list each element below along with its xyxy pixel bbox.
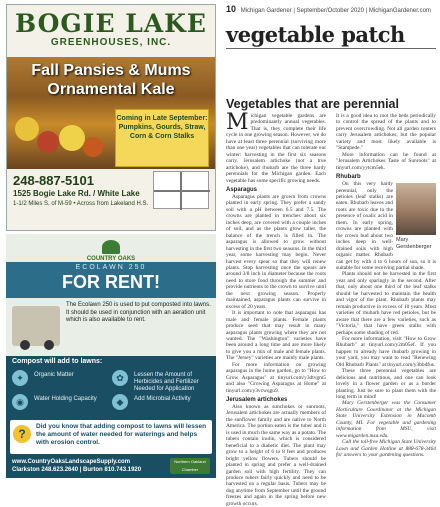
tree-icon bbox=[102, 240, 120, 254]
ad-footer bbox=[12, 458, 141, 474]
intro-paragraph: Michigan vegetable gardens are predominantly annual vegetables. That is, they complete their life cycle in one growing season. However, we do have at least three perennial (surviving more than one year) vegetables that can tolerate our winter: harvesting in the first six seasons carry. Jerusalem artichoke (not a true artichoke), and rhubarb are the three hardy perennials for the Michigan garden. Each vegetable has some specific growing needs. bbox=[226, 110, 326, 184]
paragraph: On this very hardy perennial, only the petioles (leaf stalks) are eaten. Rhubarb leaves and roots are toxic due to the presence of oxalic acid in them. In early spring, crowns are planted with the crown bud about two inches deep in well-drained soils with high organic matter. Rhubarb can get by with 4 to 6 hours of sun, so it is suitable for some receiving partial shade. bbox=[336, 181, 436, 271]
paragraph: Plants should not be harvested in the first year and only sparingly in the second. After that, only about one third of the leaf stalks should be harvested to maintain the health and vigor of the plant. Rhubarb plants may remain productive in excess of 10 years. Most varieties of rhubarb have red petioles, but be aware that there are a few varieties, such as "Victoria," that have green stalks with perhaps some shading of red. bbox=[336, 271, 436, 336]
chamber-badge: Northern Oakland Chamber bbox=[170, 458, 210, 474]
ad-website: www.CountryOaksLandscapeSupply.com bbox=[12, 459, 131, 465]
heading-jerusalem-artichokes: Jerusalem artichokes bbox=[226, 397, 288, 404]
ad-body-text: The Ecolawn 250 is used to put composted into lawns. It should be used in conjunction with an aeration unit which is also available to rent. bbox=[66, 302, 211, 323]
benefit-item: ◆ Add Microbial Activity bbox=[112, 394, 210, 414]
paragraph: Also known as sunchokes or sunroots, Jerusalem artichokes are actually members of the sunflower family and are native to North America. The portion eaten is the tuber and it is used in much the same way as a potato. The tubers contain inulin, which is considered beneficial to a diabetic diet. The plant may grow to a height of 6 to 8 feet and produces bright yellow flowers. Tubers should be planted in spring and prefer a well-drained garden soil with high fertility. They can produce tubers fairly quickly and need to be harvested on a regular basis. Tubers may be dug anytime from September until the ground freezes and again in the spring before new growth occurs. bbox=[226, 404, 326, 507]
paragraph: Asparagus plants are grown from crowns planted in early spring. They prefer a sandy soil with a pH between 6.5 and 7.5. The crowns are planted in trenches about six inches deep, are covered with a couple inches of soil, and as the plants grow taller, the balance of the trench is filled in. The asparagus is allowed to grow without harvesting in the first two seasons. In the third year, some harvesting may begin. Never harvest every spear so that they will renew plants. Stop harvesting once the spears are around 3/8 inch in diameter because the roots need to store food through the summer and provide nutrients to the crown to survive until the next growing season. Properly maintained, asparagus plants can survive in excess of 20 years. bbox=[226, 193, 326, 310]
country-oaks-logo: COUNTRY OAKS bbox=[6, 240, 216, 262]
headline-kale: Ornamental Kale bbox=[47, 81, 175, 98]
paragraph: It is important to note that asparagus has male and female plants. Female plants produce seed that may result in many asparagus plants growing where they are not wanted. The "Washington" varieties have been around a long time and are more likely to give you a mix of male and female plants. The "Jersey" varieties are mainly male plants. bbox=[226, 310, 326, 362]
bogie-headline bbox=[7, 61, 215, 99]
page-header bbox=[226, 4, 436, 14]
for-rent-label: FOR RENT! bbox=[62, 272, 160, 292]
author-bio: Mary Gerstenberger was the Consumer Horticulture Coordinator at the Michigan State University Extension in Macomb County, MI. For vegetable and gardening information from MSU, visit www.migarden.msu.edu. bbox=[336, 400, 436, 439]
paragraph: These three perennial vegetables are delicious and nutritious, and one can look lovely in a flower garden or as a border planting. Just be sure to plant them with the long term in mind! bbox=[336, 368, 436, 401]
benefit-item: ✦ Organic Matter bbox=[12, 370, 110, 390]
rent-banner bbox=[6, 262, 216, 298]
page-number: 10 bbox=[226, 4, 237, 14]
heading-asparagus: Asparagus bbox=[226, 186, 258, 193]
article-title: Vegetables that are perennial bbox=[226, 97, 399, 111]
location-map bbox=[153, 171, 209, 209]
flower-icon: ✿ bbox=[112, 370, 128, 386]
leaf-icon: ✦ bbox=[12, 370, 28, 386]
did-you-know-callout: ? Did you know that adding compost to lawns will lessen the amount of water needed for waterings and helps with erosion control. bbox=[10, 420, 212, 454]
compost-heading: Compost will add to lawns: bbox=[12, 358, 103, 365]
bogie-phone: 248-887-5101 bbox=[13, 173, 94, 188]
coming-soon-box: Coming in Late September: Pumpkins, Gourds, Straw, Corn & Corn Stalks bbox=[115, 109, 209, 167]
section-rule bbox=[226, 48, 436, 49]
paragraph: For more information, visit "How to Grow Rhubarb" at tinyurl.com/y2m05ef. If you happen to already have rhubarb growing in your yard, you may want to read "Renewing Old Rhubarb Plants" at tinyurl.com/y3bbdfus. bbox=[336, 335, 436, 368]
ecolawn-label: ECOLAWN 250 bbox=[75, 264, 147, 271]
article-column-1 bbox=[226, 110, 326, 507]
paragraph: More information can be found at "Jerusalem Artichokes Taste of Sunroots" at tinyurl.com/yytcm5ek. bbox=[336, 151, 436, 171]
header-meta: Michigan Gardener | September/October 2020 | MichiganGardener.com bbox=[240, 8, 431, 14]
author-photo bbox=[396, 183, 436, 235]
water-drop-icon: ◉ bbox=[12, 394, 28, 410]
paragraph: For more information on growing asparagus in the home garden, go to "How to Grow Asparagus" at tinyurl.com/y3dtvgm5 and also "Growing Asparagus at Home" at tinyurl.com/y3vcwqgu9. bbox=[226, 361, 326, 394]
bogie-logo bbox=[7, 11, 215, 48]
bogie-address: 1525 Bogie Lake Rd. / White Lake bbox=[13, 189, 140, 198]
bogie-sub: GREENHOUSES, INC. bbox=[50, 37, 172, 48]
headline-pansies: Fall Pansies & Mums bbox=[31, 62, 191, 79]
ad-phones: Clarkston 248.623.2640 | Burton 810.743.1920 bbox=[12, 467, 142, 473]
microbe-icon: ◆ bbox=[112, 394, 128, 410]
question-icon: ? bbox=[13, 425, 31, 443]
paragraph: It is a good idea to root the beds periodically to control the spread of the plants and to prevent overcrowding. Not all garden centers carry Jerusalem artichokes, but the popular variety and most likely available is "Stampede." bbox=[336, 113, 436, 152]
benefit-item: ✿ Lessen the Amount of Herbicides and Fertilizer Needed for Application bbox=[112, 370, 210, 390]
bogie-directions: 1-1/2 Miles S. of M-59 • Across from Lakeland H.S. bbox=[13, 201, 149, 207]
country-oaks-ad bbox=[6, 234, 216, 478]
hotline-note: Call the toll-free Michigan State University Lawn and Garden Hotline at 888-678-3464 for answers to your gardening questions. bbox=[336, 439, 436, 459]
article-column-2 bbox=[336, 113, 436, 459]
benefit-item: ◉ Water Holding Capacity bbox=[12, 394, 110, 414]
bogie-lake-ad bbox=[6, 4, 216, 231]
heading-rhubarb: Rhubarb bbox=[336, 174, 361, 181]
ecolawn-machine-image bbox=[12, 306, 60, 346]
photo-caption: Mary Gerstenberger bbox=[396, 237, 432, 250]
bogie-name: BOGIE LAKE bbox=[15, 9, 207, 38]
drop-cap: M bbox=[226, 110, 249, 135]
section-title: vegetable patch bbox=[226, 22, 405, 47]
